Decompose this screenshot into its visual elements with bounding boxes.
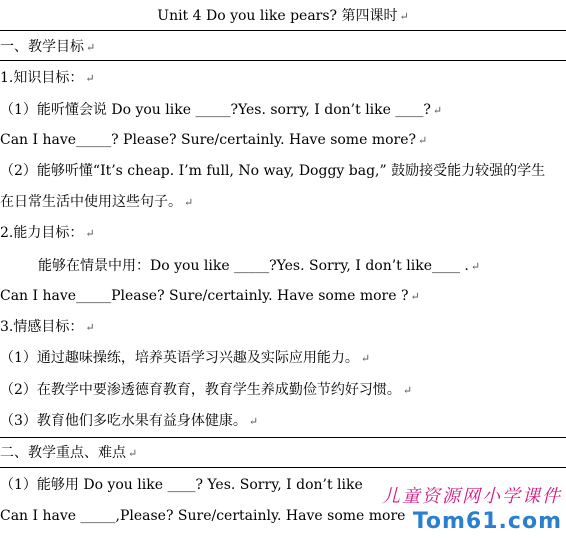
paragraph-mark-icon: ↵ — [85, 321, 95, 334]
emotion-item3 — [0, 411, 258, 431]
ability-line1-text: 能够在情景中用：Do you like _____?Yes. Sorry, I don’t like____ . — [38, 258, 469, 274]
knowledge-item2-line1-text: （2）能够听懂“It’s cheap. I’m full, No way, Doggy bag,” 鼓励接受能力较强的学生 — [0, 163, 546, 179]
emotion-item1 — [0, 348, 370, 368]
section1-end-divider — [0, 437, 566, 438]
document-title — [0, 6, 566, 26]
paragraph-mark-icon: ↵ — [418, 134, 428, 147]
keypoint-item1 — [0, 475, 363, 495]
paragraph-mark-icon: ↵ — [86, 41, 96, 54]
emotion-item2 — [0, 380, 412, 400]
document-title-text: Unit 4 Do you like pears? 第四课时 — [157, 8, 398, 24]
paragraph-mark-icon: ↵ — [402, 384, 413, 397]
section2-heading — [0, 443, 137, 463]
knowledge-heading — [0, 68, 95, 88]
ability-line1 — [38, 256, 480, 276]
emotion-item1-text: （1）通过趣味操练，培养英语学习兴趣及实际应用能力。 — [0, 350, 359, 366]
knowledge-item1-line2 — [0, 130, 427, 150]
keypoint-item2-text: Can I have _____,Please? Sure/certainly. Have some more — [0, 508, 406, 524]
ability-line2 — [0, 286, 420, 306]
emotion-heading-text: 3.情感目标： — [0, 319, 84, 335]
knowledge-item1-line1-text: （1）能听懂会说 Do you like _____?Yes. sorry, I don’t like ____? — [0, 102, 431, 118]
knowledge-heading-text: 1.知识目标： — [0, 70, 84, 86]
knowledge-item1-line2-text: Can I have_____? Please? Sure/certainly. Have some more? — [0, 132, 417, 148]
knowledge-item1-line1 — [0, 100, 442, 120]
ability-heading-text: 2.能力目标： — [0, 225, 84, 241]
keypoint-item2 — [0, 506, 405, 526]
paragraph-mark-icon: ↵ — [85, 227, 95, 240]
paragraph-mark-icon: ↵ — [410, 290, 420, 303]
title-divider — [0, 30, 566, 31]
emotion-item3-text: （3）教育他们多吃水果有益身体健康。 — [0, 413, 247, 429]
paragraph-mark-icon: ↵ — [432, 104, 443, 117]
watermark-chinese-text: 儿童资源网小学课件 — [382, 486, 562, 507]
paragraph-mark-icon: ↵ — [399, 10, 409, 23]
site-watermark — [362, 482, 562, 534]
paragraph-mark-icon: ↵ — [360, 352, 371, 365]
section1-heading — [0, 37, 95, 57]
watermark-logo-text: Tom61.com — [412, 509, 562, 534]
paragraph-mark-icon: ↵ — [470, 260, 481, 273]
paragraph-mark-icon: ↵ — [248, 415, 259, 428]
ability-heading — [0, 223, 95, 243]
section2-divider — [0, 467, 566, 468]
keypoint-item1-text: （1）能够用 Do you like ____? Yes. Sorry, I don’t like — [0, 477, 363, 493]
knowledge-item2-line2-text: 在日常生活中使用这些句子。 — [0, 194, 182, 210]
section1-heading-text: 一、教学目标 — [0, 39, 84, 55]
emotion-heading — [0, 317, 95, 337]
knowledge-item2-line2 — [0, 192, 193, 212]
knowledge-item2-line1 — [0, 161, 545, 181]
section2-heading-text: 二、教学重点、难点 — [0, 445, 126, 461]
paragraph-mark-icon: ↵ — [184, 196, 194, 209]
ability-line2-text: Can I have_____Please? Sure/certainly. Have some more ? — [0, 288, 409, 304]
emotion-item2-text: （2）在教学中要渗透德育教育，教育学生养成勤俭节约好习惯。 — [0, 382, 401, 398]
paragraph-mark-icon: ↵ — [128, 447, 138, 460]
paragraph-mark-icon: ↵ — [85, 72, 95, 85]
section1-divider — [0, 60, 566, 61]
